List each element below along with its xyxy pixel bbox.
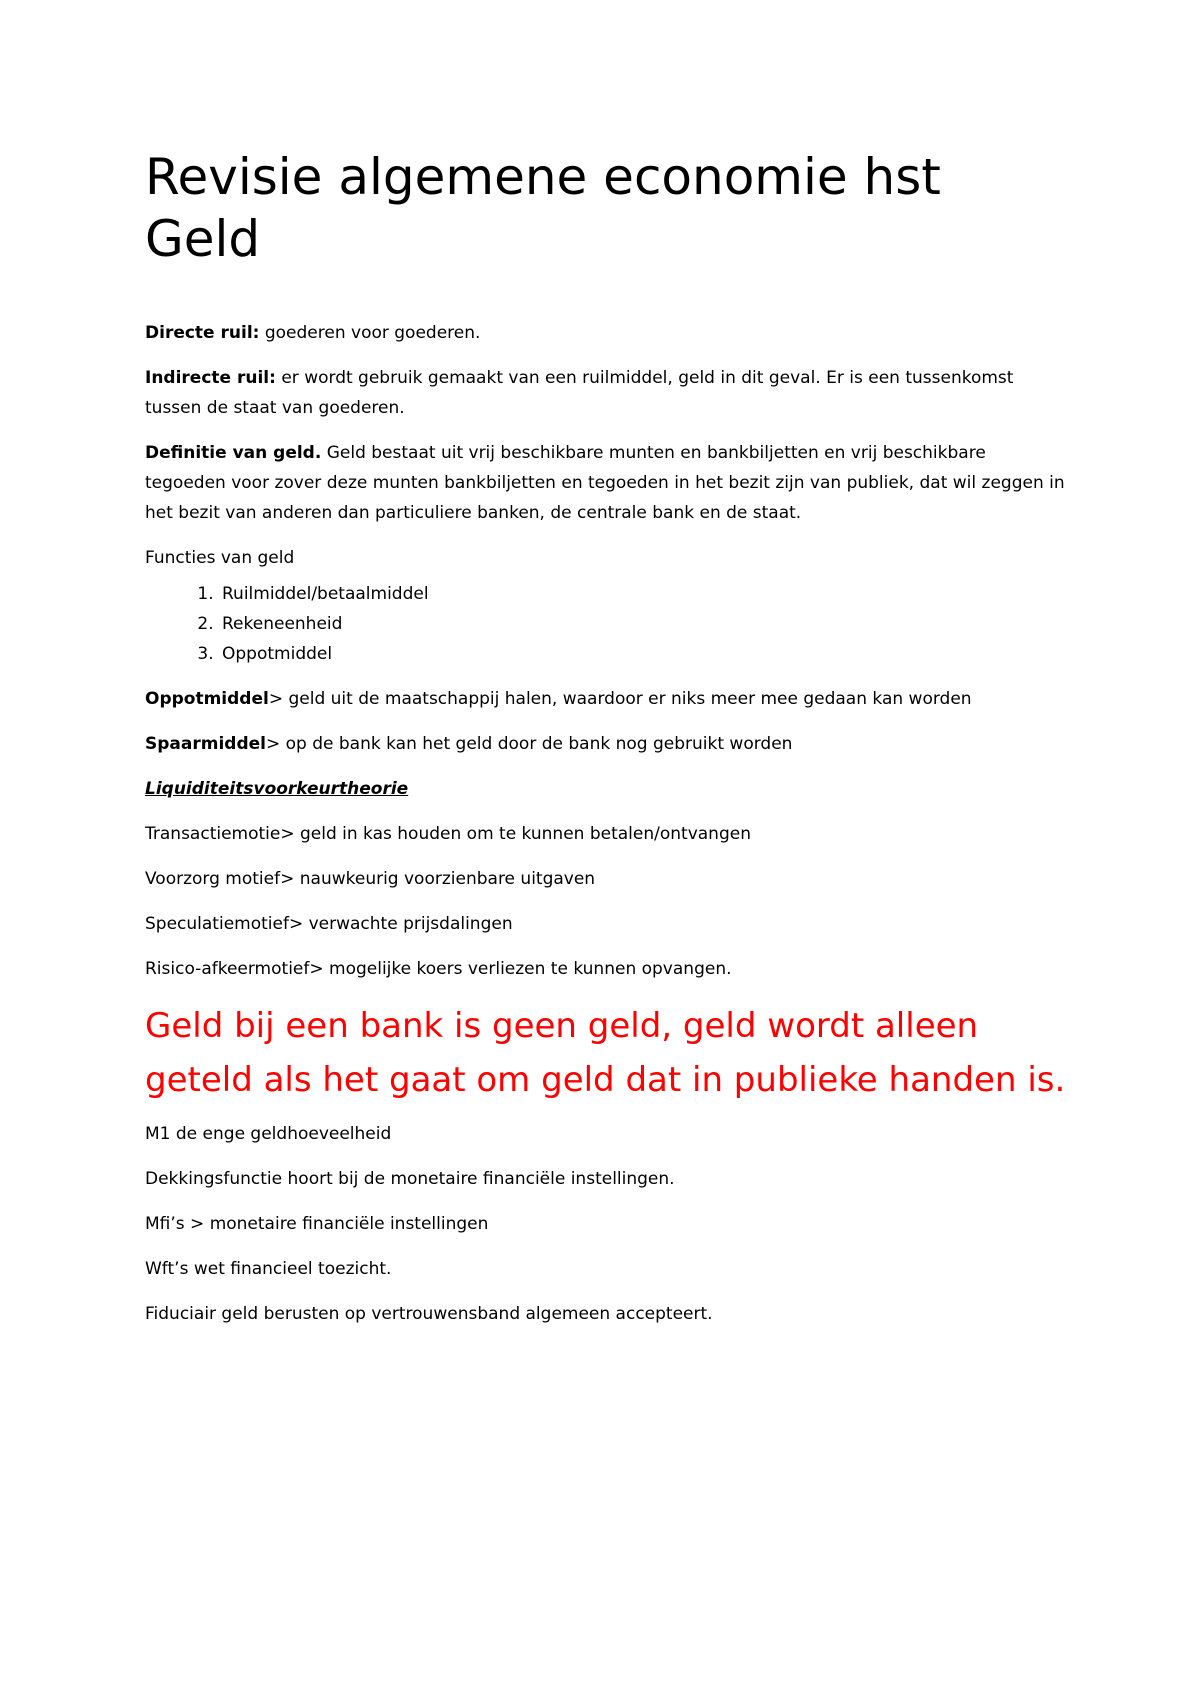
list-item: 2. Rekeneenheid — [219, 609, 1070, 639]
paragraph-wft: Wft’s wet financieel toezicht. — [145, 1259, 392, 1279]
paragraph-m1: M1 de enge geldhoeveelheid — [145, 1124, 392, 1144]
functies-heading: Functies van geld — [145, 548, 295, 568]
page-title: Revisie algemene economie hst Geld — [145, 148, 941, 268]
paragraph-theorie — [145, 774, 1070, 804]
list-item: 3. Oppotmiddel — [219, 639, 1070, 669]
paragraph-risico: Risico-afkeermotief> mogelijke koers verliezen te kunnen opvangen. — [145, 959, 732, 979]
paragraph-mfi: Mfi’s > monetaire financiële instellingen — [145, 1214, 489, 1234]
red-statement: Geld bij een bank is geen geld, geld wordt alleen geteld als het gaat om geld dat in publieke handen is. — [145, 1006, 1066, 1100]
text-spaarmiddel: > op de bank kan het geld door de bank nog gebruikt worden — [265, 734, 793, 754]
paragraph-oppotmiddel — [145, 684, 1070, 714]
paragraph-voorzorg: Voorzorg motief> nauwkeurig voorzienbare uitgaven — [145, 869, 596, 889]
paragraph-speculatie: Speculatiemotief> verwachte prijsdalingen — [145, 914, 513, 934]
paragraph-fiduciair: Fiduciair geld berusten op vertrouwensband algemeen accepteert. — [145, 1304, 713, 1324]
text-definitie: Geld bestaat uit vrij beschikbare munten en bankbiljetten en vrij beschikbare tegoeden voor zover deze munten bankbiljetten en tegoeden in het bezit zijn van publiek, dat wil zeggen in het bezit van anderen dan particuliere banken, de centrale bank en de staat. — [145, 443, 1065, 523]
text-indirecte-ruil: er wordt gebruik gemaakt van een ruilmiddel, geld in dit geval. Er is een tussenkomst tussen de staat van goederen. — [145, 368, 1014, 418]
paragraph-directe-ruil — [145, 318, 1070, 348]
paragraph-indirecte-ruil — [145, 363, 1070, 423]
term-oppotmiddel: Oppotmiddel — [145, 689, 269, 709]
term-directe-ruil: Directe ruil: — [145, 323, 260, 343]
term-definitie: Definitie van geld. — [145, 443, 322, 463]
list-item: 1. Ruilmiddel/betaalmiddel — [219, 579, 1070, 609]
paragraph-definitie — [145, 438, 1070, 528]
text-oppotmiddel: > geld uit de maatschappij halen, waardoor er niks meer mee gedaan kan worden — [268, 689, 972, 709]
paragraph-dekking: Dekkingsfunctie hoort bij de monetaire financiële instellingen. — [145, 1169, 675, 1189]
functies-list — [145, 579, 1070, 669]
theory-heading: Liquiditeitsvoorkeurtheorie — [145, 779, 409, 799]
paragraph-transactie: Transactiemotie> geld in kas houden om te kunnen betalen/ontvangen — [145, 824, 751, 844]
term-spaarmiddel: Spaarmiddel — [145, 734, 266, 754]
text-directe-ruil: goederen voor goederen. — [259, 323, 481, 343]
term-indirecte-ruil: Indirecte ruil: — [145, 368, 276, 388]
paragraph-spaarmiddel — [145, 729, 1070, 759]
